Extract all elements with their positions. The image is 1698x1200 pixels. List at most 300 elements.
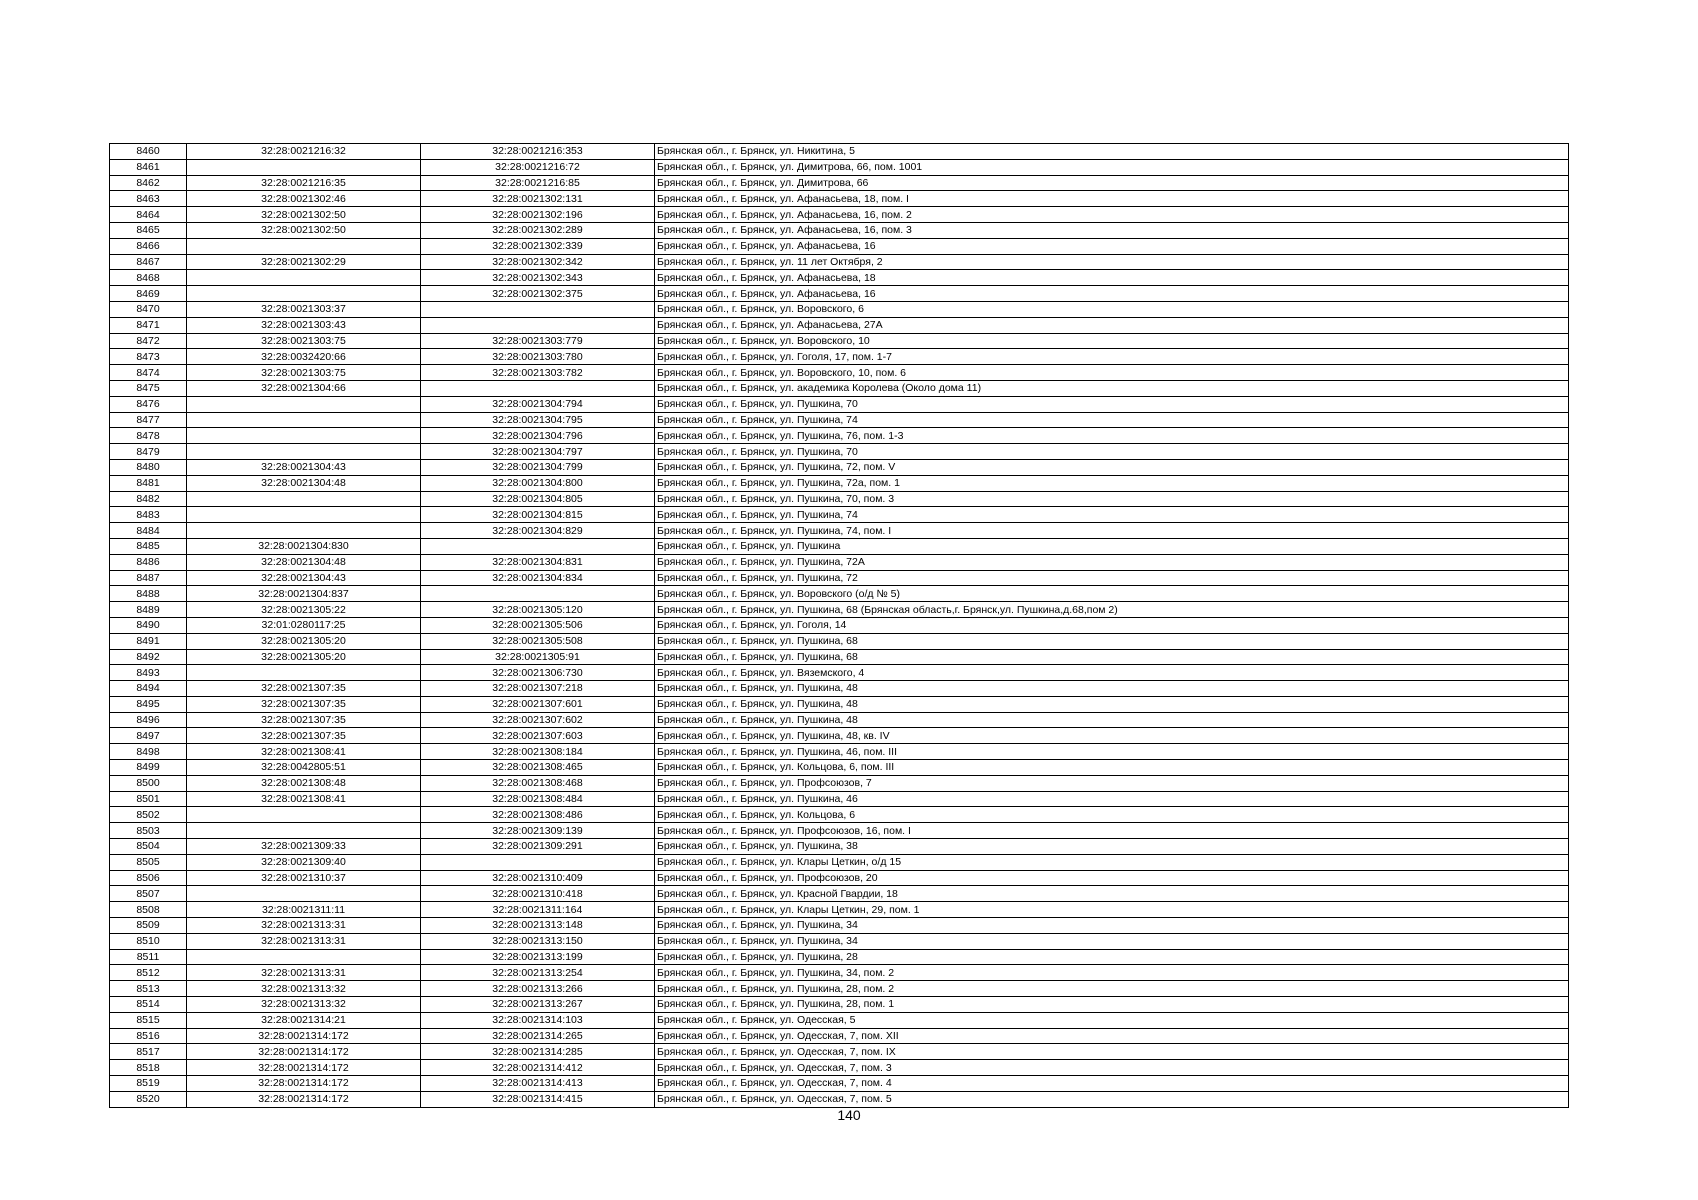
table-row bbox=[110, 1060, 1569, 1076]
table-row bbox=[110, 191, 1569, 207]
address-cell: Брянская обл., г. Брянск, ул. Пушкина, 74 bbox=[655, 507, 1569, 523]
address-cell: Брянская обл., г. Брянск, ул. Пушкина bbox=[655, 538, 1569, 554]
object-cadastral-number-cell: 32:28:0021302:289 bbox=[421, 222, 655, 238]
address-cell: Брянская обл., г. Брянск, ул. Кольцова, 6 bbox=[655, 807, 1569, 823]
object-cadastral-number-cell: 32:28:0021313:254 bbox=[421, 965, 655, 981]
address-cell: Брянская обл., г. Брянск, ул. академика Королева (Около дома 11) bbox=[655, 380, 1569, 396]
row-number-cell: 8471 bbox=[110, 317, 187, 333]
table-row bbox=[110, 696, 1569, 712]
table-row bbox=[110, 159, 1569, 175]
land-cadastral-number-cell: 32:28:0021308:41 bbox=[187, 791, 421, 807]
row-number-cell: 8502 bbox=[110, 807, 187, 823]
land-cadastral-number-cell: 32:28:0021304:66 bbox=[187, 380, 421, 396]
address-cell: Брянская обл., г. Брянск, ул. Пушкина, 70 bbox=[655, 444, 1569, 460]
object-cadastral-number-cell: 32:28:0021302:343 bbox=[421, 270, 655, 286]
object-cadastral-number-cell: 32:28:0021314:412 bbox=[421, 1060, 655, 1076]
row-number-cell: 8496 bbox=[110, 712, 187, 728]
land-cadastral-number-cell: 32:28:0021314:172 bbox=[187, 1076, 421, 1092]
object-cadastral-number-cell bbox=[421, 317, 655, 333]
land-cadastral-number-cell: 32:28:0021304:48 bbox=[187, 475, 421, 491]
row-number-cell: 8488 bbox=[110, 586, 187, 602]
land-cadastral-number-cell bbox=[187, 428, 421, 444]
table-row bbox=[110, 570, 1569, 586]
object-cadastral-number-cell: 32:28:0021305:508 bbox=[421, 633, 655, 649]
row-number-cell: 8486 bbox=[110, 554, 187, 570]
table-row bbox=[110, 760, 1569, 776]
address-cell: Брянская обл., г. Брянск, ул. Кольцова, 6, пом. III bbox=[655, 760, 1569, 776]
table-row bbox=[110, 380, 1569, 396]
land-cadastral-number-cell: 32:01:0280117:25 bbox=[187, 617, 421, 633]
object-cadastral-number-cell bbox=[421, 380, 655, 396]
land-cadastral-number-cell bbox=[187, 807, 421, 823]
object-cadastral-number-cell: 32:28:0021302:131 bbox=[421, 191, 655, 207]
address-cell: Брянская обл., г. Брянск, ул. Воровского, 10, пом. 6 bbox=[655, 365, 1569, 381]
land-cadastral-number-cell: 32:28:0021314:172 bbox=[187, 1044, 421, 1060]
address-cell: Брянская обл., г. Брянск, ул. Пушкина, 48 bbox=[655, 696, 1569, 712]
row-number-cell: 8510 bbox=[110, 933, 187, 949]
object-cadastral-number-cell: 32:28:0021308:184 bbox=[421, 744, 655, 760]
land-cadastral-number-cell bbox=[187, 238, 421, 254]
table-row bbox=[110, 1091, 1569, 1107]
address-cell: Брянская обл., г. Брянск, ул. Пушкина, 68 bbox=[655, 633, 1569, 649]
object-cadastral-number-cell: 32:28:0021309:291 bbox=[421, 839, 655, 855]
table-row bbox=[110, 554, 1569, 570]
land-cadastral-number-cell: 32:28:0021313:31 bbox=[187, 965, 421, 981]
row-number-cell: 8494 bbox=[110, 681, 187, 697]
object-cadastral-number-cell: 32:28:0021304:815 bbox=[421, 507, 655, 523]
table-row bbox=[110, 918, 1569, 934]
row-number-cell: 8506 bbox=[110, 870, 187, 886]
row-number-cell: 8485 bbox=[110, 538, 187, 554]
address-cell: Брянская обл., г. Брянск, ул. Одесская, 5 bbox=[655, 1012, 1569, 1028]
land-cadastral-number-cell: 32:28:0021304:43 bbox=[187, 459, 421, 475]
land-cadastral-number-cell: 32:28:0021305:20 bbox=[187, 649, 421, 665]
row-number-cell: 8473 bbox=[110, 349, 187, 365]
address-cell: Брянская обл., г. Брянск, ул. Пушкина, 48 bbox=[655, 681, 1569, 697]
address-cell: Брянская обл., г. Брянск, ул. Одесская, 7, пом. XII bbox=[655, 1028, 1569, 1044]
row-number-cell: 8511 bbox=[110, 949, 187, 965]
row-number-cell: 8497 bbox=[110, 728, 187, 744]
land-cadastral-number-cell bbox=[187, 396, 421, 412]
address-cell: Брянская обл., г. Брянск, ул. Профсоюзов, 16, пом. I bbox=[655, 823, 1569, 839]
land-cadastral-number-cell: 32:28:0021314:172 bbox=[187, 1028, 421, 1044]
address-cell: Брянская обл., г. Брянск, ул. Профсоюзов, 7 bbox=[655, 775, 1569, 791]
object-cadastral-number-cell: 32:28:0021304:797 bbox=[421, 444, 655, 460]
address-cell: Брянская обл., г. Брянск, ул. Одесская, 7, пом. 5 bbox=[655, 1091, 1569, 1107]
row-number-cell: 8466 bbox=[110, 238, 187, 254]
object-cadastral-number-cell: 32:28:0021309:139 bbox=[421, 823, 655, 839]
address-cell: Брянская обл., г. Брянск, ул. Афанасьева, 18 bbox=[655, 270, 1569, 286]
address-cell: Брянская обл., г. Брянск, ул. Красной Гвардии, 18 bbox=[655, 886, 1569, 902]
row-number-cell: 8501 bbox=[110, 791, 187, 807]
address-cell: Брянская обл., г. Брянск, ул. Воровского, 6 bbox=[655, 301, 1569, 317]
row-number-cell: 8474 bbox=[110, 365, 187, 381]
object-cadastral-number-cell: 32:28:0021313:266 bbox=[421, 981, 655, 997]
object-cadastral-number-cell: 32:28:0021310:418 bbox=[421, 886, 655, 902]
land-cadastral-number-cell: 32:28:0021308:48 bbox=[187, 775, 421, 791]
land-cadastral-number-cell: 32:28:0021307:35 bbox=[187, 681, 421, 697]
address-cell: Брянская обл., г. Брянск, ул. Пушкина, 34, пом. 2 bbox=[655, 965, 1569, 981]
row-number-cell: 8489 bbox=[110, 602, 187, 618]
table-row bbox=[110, 175, 1569, 191]
address-cell: Брянская обл., г. Брянск, ул. Гоголя, 14 bbox=[655, 617, 1569, 633]
address-cell: Брянская обл., г. Брянск, ул. Профсоюзов, 20 bbox=[655, 870, 1569, 886]
object-cadastral-number-cell: 32:28:0021304:834 bbox=[421, 570, 655, 586]
address-cell: Брянская обл., г. Брянск, ул. Пушкина, 34 bbox=[655, 918, 1569, 934]
row-number-cell: 8490 bbox=[110, 617, 187, 633]
address-cell: Брянская обл., г. Брянск, ул. Афанасьева, 18, пом. I bbox=[655, 191, 1569, 207]
land-cadastral-number-cell: 32:28:0021313:32 bbox=[187, 981, 421, 997]
row-number-cell: 8500 bbox=[110, 775, 187, 791]
land-cadastral-number-cell: 32:28:0021307:35 bbox=[187, 712, 421, 728]
address-cell: Брянская обл., г. Брянск, ул. Пушкина, 28, пом. 1 bbox=[655, 997, 1569, 1013]
table-row bbox=[110, 681, 1569, 697]
object-cadastral-number-cell: 32:28:0021304:800 bbox=[421, 475, 655, 491]
table-row bbox=[110, 807, 1569, 823]
land-cadastral-number-cell: 32:28:0021302:29 bbox=[187, 254, 421, 270]
table-row bbox=[110, 712, 1569, 728]
row-number-cell: 8513 bbox=[110, 981, 187, 997]
object-cadastral-number-cell: 32:28:0021303:780 bbox=[421, 349, 655, 365]
address-cell: Брянская обл., г. Брянск, ул. Воровского, 10 bbox=[655, 333, 1569, 349]
object-cadastral-number-cell bbox=[421, 538, 655, 554]
row-number-cell: 8481 bbox=[110, 475, 187, 491]
row-number-cell: 8462 bbox=[110, 175, 187, 191]
object-cadastral-number-cell bbox=[421, 586, 655, 602]
table-row bbox=[110, 538, 1569, 554]
table-row bbox=[110, 222, 1569, 238]
row-number-cell: 8505 bbox=[110, 854, 187, 870]
row-number-cell: 8487 bbox=[110, 570, 187, 586]
object-cadastral-number-cell: 32:28:0021302:196 bbox=[421, 207, 655, 223]
page-number: 140 bbox=[837, 1107, 861, 1123]
object-cadastral-number-cell: 32:28:0021313:148 bbox=[421, 918, 655, 934]
table-row bbox=[110, 649, 1569, 665]
table-row bbox=[110, 475, 1569, 491]
object-cadastral-number-cell: 32:28:0021304:829 bbox=[421, 523, 655, 539]
row-number-cell: 8491 bbox=[110, 633, 187, 649]
address-cell: Брянская обл., г. Брянск, ул. Гоголя, 17, пом. 1-7 bbox=[655, 349, 1569, 365]
land-cadastral-number-cell: 32:28:0021314:172 bbox=[187, 1060, 421, 1076]
object-cadastral-number-cell: 32:28:0021307:218 bbox=[421, 681, 655, 697]
land-cadastral-number-cell: 32:28:0021216:32 bbox=[187, 144, 421, 160]
table-row bbox=[110, 981, 1569, 997]
land-cadastral-number-cell: 32:28:0021314:172 bbox=[187, 1091, 421, 1107]
land-cadastral-number-cell: 32:28:0021304:43 bbox=[187, 570, 421, 586]
object-cadastral-number-cell: 32:28:0021304:795 bbox=[421, 412, 655, 428]
table-row bbox=[110, 997, 1569, 1013]
row-number-cell: 8508 bbox=[110, 902, 187, 918]
table-row bbox=[110, 728, 1569, 744]
land-cadastral-number-cell bbox=[187, 159, 421, 175]
table-row bbox=[110, 238, 1569, 254]
table-row bbox=[110, 444, 1569, 460]
row-number-cell: 8499 bbox=[110, 760, 187, 776]
row-number-cell: 8461 bbox=[110, 159, 187, 175]
land-cadastral-number-cell bbox=[187, 823, 421, 839]
table-row bbox=[110, 507, 1569, 523]
table-row bbox=[110, 744, 1569, 760]
land-cadastral-number-cell: 32:28:0021302:46 bbox=[187, 191, 421, 207]
table-row bbox=[110, 870, 1569, 886]
object-cadastral-number-cell: 32:28:0021313:267 bbox=[421, 997, 655, 1013]
land-cadastral-number-cell bbox=[187, 491, 421, 507]
object-cadastral-number-cell: 32:28:0021307:601 bbox=[421, 696, 655, 712]
address-cell: Брянская обл., г. Брянск, ул. Афанасьева, 16 bbox=[655, 238, 1569, 254]
address-cell: Брянская обл., г. Брянск, ул. Воровского (о/д № 5) bbox=[655, 586, 1569, 602]
row-number-cell: 8472 bbox=[110, 333, 187, 349]
table-row bbox=[110, 1028, 1569, 1044]
row-number-cell: 8493 bbox=[110, 665, 187, 681]
row-number-cell: 8495 bbox=[110, 696, 187, 712]
table-row bbox=[110, 602, 1569, 618]
address-cell: Брянская обл., г. Брянск, ул. Пушкина, 70, пом. 3 bbox=[655, 491, 1569, 507]
table-row bbox=[110, 633, 1569, 649]
table-row bbox=[110, 586, 1569, 602]
land-cadastral-number-cell: 32:28:0021313:32 bbox=[187, 997, 421, 1013]
address-cell: Брянская обл., г. Брянск, ул. Одесская, 7, пом. IX bbox=[655, 1044, 1569, 1060]
address-cell: Брянская обл., г. Брянск, ул. Пушкина, 28, пом. 2 bbox=[655, 981, 1569, 997]
land-cadastral-number-cell: 32:28:0021305:20 bbox=[187, 633, 421, 649]
object-cadastral-number-cell: 32:28:0021305:91 bbox=[421, 649, 655, 665]
row-number-cell: 8468 bbox=[110, 270, 187, 286]
land-cadastral-number-cell bbox=[187, 523, 421, 539]
address-cell: Брянская обл., г. Брянск, ул. Афанасьева, 16, пом. 2 bbox=[655, 207, 1569, 223]
land-cadastral-number-cell: 32:28:0021303:75 bbox=[187, 365, 421, 381]
address-cell: Брянская обл., г. Брянск, ул. Клары Цеткин, о/д 15 bbox=[655, 854, 1569, 870]
object-cadastral-number-cell: 32:28:0021310:409 bbox=[421, 870, 655, 886]
object-cadastral-number-cell: 32:28:0021304:794 bbox=[421, 396, 655, 412]
land-cadastral-number-cell bbox=[187, 665, 421, 681]
object-cadastral-number-cell: 32:28:0021304:805 bbox=[421, 491, 655, 507]
land-cadastral-number-cell: 32:28:0021307:35 bbox=[187, 696, 421, 712]
row-number-cell: 8516 bbox=[110, 1028, 187, 1044]
object-cadastral-number-cell: 32:28:0021303:779 bbox=[421, 333, 655, 349]
row-number-cell: 8498 bbox=[110, 744, 187, 760]
object-cadastral-number-cell: 32:28:0021304:796 bbox=[421, 428, 655, 444]
row-number-cell: 8475 bbox=[110, 380, 187, 396]
object-cadastral-number-cell: 32:28:0021308:484 bbox=[421, 791, 655, 807]
land-cadastral-number-cell: 32:28:0021309:40 bbox=[187, 854, 421, 870]
table-row bbox=[110, 886, 1569, 902]
object-cadastral-number-cell bbox=[421, 854, 655, 870]
land-cadastral-number-cell bbox=[187, 286, 421, 302]
row-number-cell: 8477 bbox=[110, 412, 187, 428]
row-number-cell: 8504 bbox=[110, 839, 187, 855]
land-cadastral-number-cell bbox=[187, 270, 421, 286]
row-number-cell: 8460 bbox=[110, 144, 187, 160]
row-number-cell: 8478 bbox=[110, 428, 187, 444]
table-row bbox=[110, 270, 1569, 286]
address-cell: Брянская обл., г. Брянск, ул. Никитина, 5 bbox=[655, 144, 1569, 160]
object-cadastral-number-cell: 32:28:0021306:730 bbox=[421, 665, 655, 681]
object-cadastral-number-cell: 32:28:0021304:831 bbox=[421, 554, 655, 570]
row-number-cell: 8519 bbox=[110, 1076, 187, 1092]
object-cadastral-number-cell: 32:28:0021216:72 bbox=[421, 159, 655, 175]
object-cadastral-number-cell: 32:28:0021216:85 bbox=[421, 175, 655, 191]
row-number-cell: 8507 bbox=[110, 886, 187, 902]
table-row bbox=[110, 207, 1569, 223]
address-cell: Брянская обл., г. Брянск, ул. Клары Цеткин, 29, пом. 1 bbox=[655, 902, 1569, 918]
land-cadastral-number-cell: 32:28:0042805:51 bbox=[187, 760, 421, 776]
table-row bbox=[110, 1076, 1569, 1092]
land-cadastral-number-cell bbox=[187, 444, 421, 460]
table-row bbox=[110, 965, 1569, 981]
row-number-cell: 8465 bbox=[110, 222, 187, 238]
row-number-cell: 8503 bbox=[110, 823, 187, 839]
object-cadastral-number-cell: 32:28:0021314:265 bbox=[421, 1028, 655, 1044]
address-cell: Брянская обл., г. Брянск, ул. Пушкина, 34 bbox=[655, 933, 1569, 949]
object-cadastral-number-cell: 32:28:0021216:353 bbox=[421, 144, 655, 160]
table-row bbox=[110, 823, 1569, 839]
table-row bbox=[110, 144, 1569, 160]
row-number-cell: 8517 bbox=[110, 1044, 187, 1060]
land-cadastral-number-cell: 32:28:0021304:837 bbox=[187, 586, 421, 602]
land-cadastral-number-cell: 32:28:0021216:35 bbox=[187, 175, 421, 191]
land-cadastral-number-cell: 32:28:0021303:37 bbox=[187, 301, 421, 317]
table-row bbox=[110, 254, 1569, 270]
address-cell: Брянская обл., г. Брянск, ул. Пушкина, 68 bbox=[655, 649, 1569, 665]
land-cadastral-number-cell: 32:28:0021313:31 bbox=[187, 933, 421, 949]
object-cadastral-number-cell: 32:28:0021314:103 bbox=[421, 1012, 655, 1028]
table-row bbox=[110, 301, 1569, 317]
table-row bbox=[110, 428, 1569, 444]
row-number-cell: 8483 bbox=[110, 507, 187, 523]
row-number-cell: 8482 bbox=[110, 491, 187, 507]
object-cadastral-number-cell: 32:28:0021314:413 bbox=[421, 1076, 655, 1092]
land-cadastral-number-cell: 32:28:0021311:11 bbox=[187, 902, 421, 918]
address-cell: Брянская обл., г. Брянск, ул. Пушкина, 72а, пом. 1 bbox=[655, 475, 1569, 491]
row-number-cell: 8470 bbox=[110, 301, 187, 317]
address-cell: Брянская обл., г. Брянск, ул. Пушкина, 72А bbox=[655, 554, 1569, 570]
address-cell: Брянская обл., г. Брянск, ул. Афанасьева, 16, пом. 3 bbox=[655, 222, 1569, 238]
land-cadastral-number-cell: 32:28:0021304:830 bbox=[187, 538, 421, 554]
address-cell: Брянская обл., г. Брянск, ул. Афанасьева, 27А bbox=[655, 317, 1569, 333]
land-cadastral-number-cell: 32:28:0021303:75 bbox=[187, 333, 421, 349]
row-number-cell: 8467 bbox=[110, 254, 187, 270]
land-cadastral-number-cell: 32:28:0021302:50 bbox=[187, 207, 421, 223]
address-cell: Брянская обл., г. Брянск, ул. Пушкина, 48 bbox=[655, 712, 1569, 728]
object-cadastral-number-cell: 32:28:0021308:486 bbox=[421, 807, 655, 823]
object-cadastral-number-cell bbox=[421, 301, 655, 317]
address-cell: Брянская обл., г. Брянск, ул. Димитрова, 66 bbox=[655, 175, 1569, 191]
address-cell: Брянская обл., г. Брянск, ул. Пушкина, 48, кв. IV bbox=[655, 728, 1569, 744]
table-row bbox=[110, 317, 1569, 333]
land-cadastral-number-cell: 32:28:0021304:48 bbox=[187, 554, 421, 570]
table-row bbox=[110, 333, 1569, 349]
object-cadastral-number-cell: 32:28:0021302:342 bbox=[421, 254, 655, 270]
address-cell: Брянская обл., г. Брянск, ул. Одесская, 7, пом. 3 bbox=[655, 1060, 1569, 1076]
table-row bbox=[110, 949, 1569, 965]
address-cell: Брянская обл., г. Брянск, ул. Пушкина, 38 bbox=[655, 839, 1569, 855]
address-cell: Брянская обл., г. Брянск, ул. Афанасьева, 16 bbox=[655, 286, 1569, 302]
object-cadastral-number-cell: 32:28:0021302:375 bbox=[421, 286, 655, 302]
object-cadastral-number-cell: 32:28:0021304:799 bbox=[421, 459, 655, 475]
object-cadastral-number-cell: 32:28:0021313:150 bbox=[421, 933, 655, 949]
land-cadastral-number-cell: 32:28:0021305:22 bbox=[187, 602, 421, 618]
object-cadastral-number-cell: 32:28:0021307:603 bbox=[421, 728, 655, 744]
row-number-cell: 8463 bbox=[110, 191, 187, 207]
registry-table bbox=[109, 143, 1569, 1108]
land-cadastral-number-cell bbox=[187, 412, 421, 428]
table-row bbox=[110, 349, 1569, 365]
object-cadastral-number-cell: 32:28:0021303:782 bbox=[421, 365, 655, 381]
land-cadastral-number-cell: 32:28:0021308:41 bbox=[187, 744, 421, 760]
object-cadastral-number-cell: 32:28:0021302:339 bbox=[421, 238, 655, 254]
land-cadastral-number-cell: 32:28:0021302:50 bbox=[187, 222, 421, 238]
row-number-cell: 8480 bbox=[110, 459, 187, 475]
address-cell: Брянская обл., г. Брянск, ул. Пушкина, 46 bbox=[655, 791, 1569, 807]
row-number-cell: 8484 bbox=[110, 523, 187, 539]
table-row bbox=[110, 365, 1569, 381]
row-number-cell: 8492 bbox=[110, 649, 187, 665]
address-cell: Брянская обл., г. Брянск, ул. Пушкина, 76, пом. 1-3 bbox=[655, 428, 1569, 444]
address-cell: Брянская обл., г. Брянск, ул. Пушкина, 28 bbox=[655, 949, 1569, 965]
table-row bbox=[110, 617, 1569, 633]
row-number-cell: 8476 bbox=[110, 396, 187, 412]
land-cadastral-number-cell: 32:28:0021310:37 bbox=[187, 870, 421, 886]
address-cell: Брянская обл., г. Брянск, ул. Одесская, 7, пом. 4 bbox=[655, 1076, 1569, 1092]
table-row bbox=[110, 396, 1569, 412]
object-cadastral-number-cell: 32:28:0021308:465 bbox=[421, 760, 655, 776]
address-cell: Брянская обл., г. Брянск, ул. Пушкина, 74 bbox=[655, 412, 1569, 428]
table-row bbox=[110, 665, 1569, 681]
table-row bbox=[110, 286, 1569, 302]
land-cadastral-number-cell bbox=[187, 886, 421, 902]
land-cadastral-number-cell: 32:28:0032420:66 bbox=[187, 349, 421, 365]
table-row bbox=[110, 775, 1569, 791]
object-cadastral-number-cell: 32:28:0021305:506 bbox=[421, 617, 655, 633]
table-row bbox=[110, 459, 1569, 475]
registry-table-body bbox=[110, 144, 1569, 1108]
land-cadastral-number-cell: 32:28:0021314:21 bbox=[187, 1012, 421, 1028]
address-cell: Брянская обл., г. Брянск, ул. Пушкина, 72 bbox=[655, 570, 1569, 586]
address-cell: Брянская обл., г. Брянск, ул. Пушкина, 68 (Брянская область,г. Брянск,ул. Пушкина,д.68,пом 2) bbox=[655, 602, 1569, 618]
address-cell: Брянская обл., г. Брянск, ул. Пушкина, 70 bbox=[655, 396, 1569, 412]
row-number-cell: 8512 bbox=[110, 965, 187, 981]
table-row bbox=[110, 933, 1569, 949]
address-cell: Брянская обл., г. Брянск, ул. Пушкина, 72, пом. V bbox=[655, 459, 1569, 475]
address-cell: Брянская обл., г. Брянск, ул. Пушкина, 74, пом. I bbox=[655, 523, 1569, 539]
object-cadastral-number-cell: 32:28:0021308:468 bbox=[421, 775, 655, 791]
row-number-cell: 8520 bbox=[110, 1091, 187, 1107]
table-row bbox=[110, 523, 1569, 539]
table-row bbox=[110, 902, 1569, 918]
address-cell: Брянская обл., г. Брянск, ул. Вяземского, 4 bbox=[655, 665, 1569, 681]
land-cadastral-number-cell bbox=[187, 507, 421, 523]
row-number-cell: 8479 bbox=[110, 444, 187, 460]
object-cadastral-number-cell: 32:28:0021313:199 bbox=[421, 949, 655, 965]
row-number-cell: 8469 bbox=[110, 286, 187, 302]
object-cadastral-number-cell: 32:28:0021307:602 bbox=[421, 712, 655, 728]
row-number-cell: 8515 bbox=[110, 1012, 187, 1028]
table-row bbox=[110, 1044, 1569, 1060]
object-cadastral-number-cell: 32:28:0021314:415 bbox=[421, 1091, 655, 1107]
table-row bbox=[110, 412, 1569, 428]
land-cadastral-number-cell: 32:28:0021309:33 bbox=[187, 839, 421, 855]
table-row bbox=[110, 791, 1569, 807]
row-number-cell: 8518 bbox=[110, 1060, 187, 1076]
table-row bbox=[110, 854, 1569, 870]
land-cadastral-number-cell: 32:28:0021303:43 bbox=[187, 317, 421, 333]
land-cadastral-number-cell bbox=[187, 949, 421, 965]
land-cadastral-number-cell: 32:28:0021313:31 bbox=[187, 918, 421, 934]
table-row bbox=[110, 491, 1569, 507]
row-number-cell: 8464 bbox=[110, 207, 187, 223]
row-number-cell: 8514 bbox=[110, 997, 187, 1013]
row-number-cell: 8509 bbox=[110, 918, 187, 934]
land-cadastral-number-cell: 32:28:0021307:35 bbox=[187, 728, 421, 744]
